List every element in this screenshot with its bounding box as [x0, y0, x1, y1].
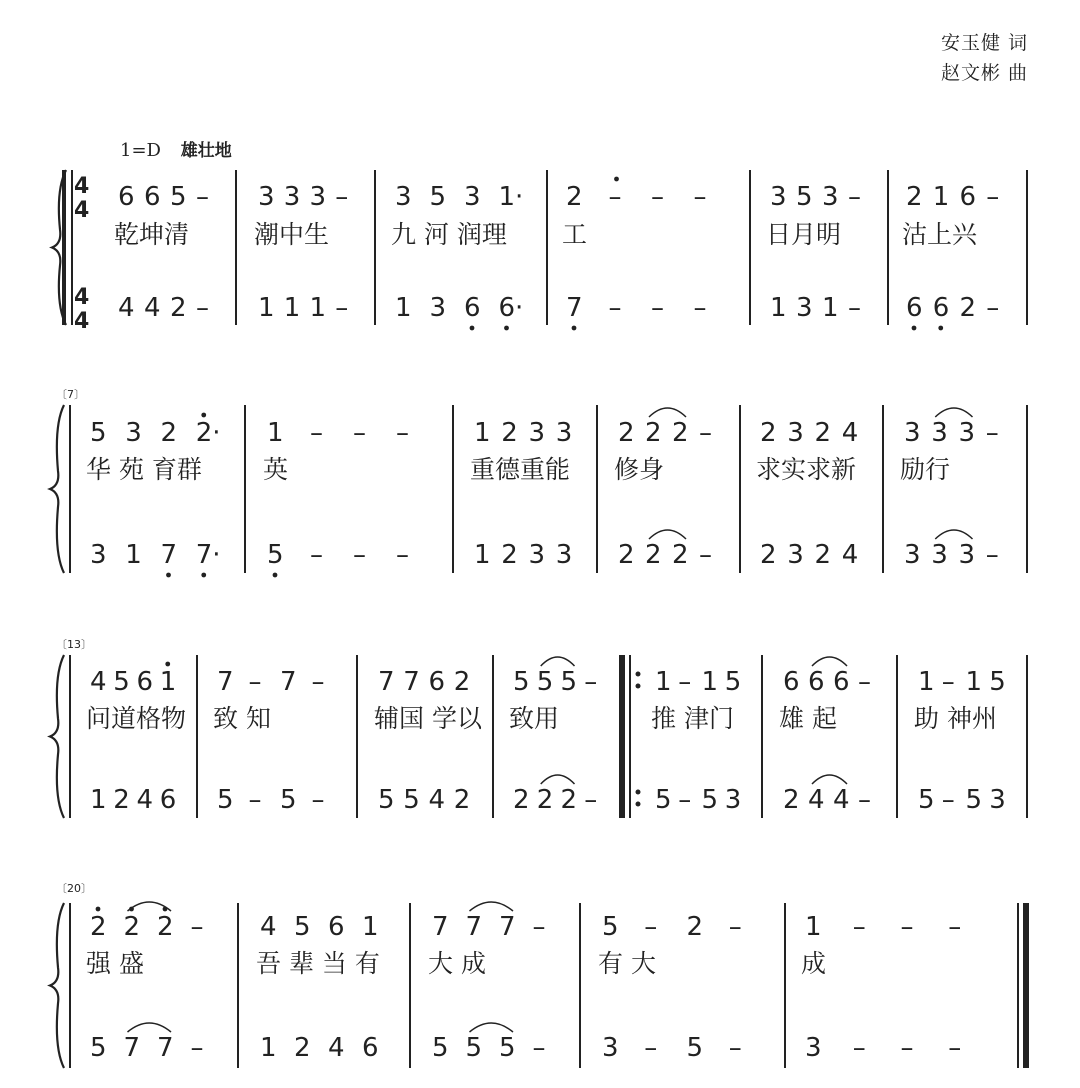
lower-note: 3: [904, 540, 921, 570]
upper-note: 5: [113, 667, 130, 697]
low-octave-dot: [470, 326, 475, 331]
upper-note: 1: [918, 667, 935, 697]
lower-note: 5: [965, 785, 983, 815]
upper-note: 6: [783, 667, 800, 697]
upper-note: –: [985, 418, 999, 448]
lower-note: 1: [125, 540, 142, 570]
lower-note: 5: [90, 1033, 107, 1063]
lower-note: –: [248, 785, 262, 815]
lower-note: 1: [260, 1033, 277, 1063]
lower-note: 2: [672, 540, 689, 570]
lower-note: 2: [760, 540, 777, 570]
high-octave-dot: [201, 413, 206, 418]
upper-note: –: [858, 667, 871, 697]
lower-note: 6: [362, 1033, 379, 1063]
slur: [470, 902, 514, 911]
lower-note: 2: [959, 293, 977, 323]
lyric: 九 河 润理: [391, 220, 507, 249]
lower-note: 4: [328, 1033, 345, 1063]
lower-note: 2: [814, 540, 832, 570]
upper-note: 3: [770, 182, 787, 212]
slur: [935, 408, 972, 417]
lower-note: 3: [602, 1033, 619, 1063]
upper-note: 3: [528, 418, 546, 448]
lyric: 华 苑 育群: [86, 455, 202, 484]
upper-note: 2: [618, 418, 635, 448]
upper-note: –: [190, 912, 204, 942]
lower-note: 4: [136, 785, 154, 815]
lower-note: 3: [528, 540, 546, 570]
upper-note: 2: [760, 418, 777, 448]
lyric: 致用: [509, 704, 560, 733]
lower-note: 5: [403, 785, 420, 815]
lower-note: 1: [474, 540, 491, 570]
upper-note: 6: [328, 912, 345, 942]
upper-note: 3: [309, 182, 327, 212]
lyric: 大 成: [428, 949, 486, 978]
upper-note: 1: [474, 418, 491, 448]
key-signature: 1=D: [120, 140, 161, 161]
upper-note: –: [693, 182, 707, 212]
lyric: 励行: [900, 455, 951, 484]
lower-note: 3: [787, 540, 804, 570]
upper-note: 1: [267, 418, 284, 448]
lower-note: 6: [932, 293, 950, 323]
lower-note: 5: [465, 1033, 483, 1063]
time-signature-denominator: 4: [74, 309, 90, 334]
upper-note: 7: [403, 667, 420, 697]
high-octave-dot: [614, 177, 619, 182]
brace: [50, 903, 64, 1068]
lower-note: 4: [841, 540, 859, 570]
lower-note: –: [858, 785, 871, 815]
lower-note: –: [941, 785, 955, 815]
low-octave-dot: [938, 326, 943, 331]
lower-note: 2: [645, 540, 662, 570]
lower-note: 1: [822, 293, 839, 323]
lower-note: –: [651, 293, 664, 323]
lower-note: 7·: [195, 540, 221, 570]
upper-note: 5: [560, 667, 578, 697]
upper-note: 5: [90, 418, 107, 448]
upper-note: 2: [566, 182, 583, 212]
lyric: 吾 辈 当 有: [256, 949, 380, 978]
lower-note: 4: [833, 785, 850, 815]
lower-note: 6: [906, 293, 923, 323]
lyricist-credit: 安玉健 词: [940, 32, 1028, 54]
lower-note: –: [852, 1033, 866, 1063]
tempo-marking: 雄壮地: [180, 141, 232, 161]
lyric: 修身: [614, 455, 665, 484]
low-octave-dot: [572, 326, 577, 331]
upper-note: 4: [841, 418, 859, 448]
upper-note: 3: [464, 182, 481, 212]
upper-note: 6: [118, 182, 135, 212]
upper-note: 2: [906, 182, 923, 212]
low-octave-dot: [273, 573, 278, 578]
upper-note: –: [248, 667, 262, 697]
lower-note: –: [190, 1033, 204, 1063]
upper-note: –: [311, 667, 325, 697]
upper-note: 1: [701, 667, 719, 697]
lower-note: –: [948, 1033, 962, 1063]
lower-note: 5: [686, 1033, 704, 1063]
lower-note: –: [353, 540, 366, 570]
repeat-dot: [636, 790, 641, 795]
upper-note: 2·: [195, 418, 221, 448]
upper-note: 2: [645, 418, 662, 448]
lower-note: 2: [170, 293, 187, 323]
lower-note: 3: [805, 1033, 822, 1063]
upper-note: 2: [814, 418, 832, 448]
upper-note: 7: [499, 912, 516, 942]
upper-note: –: [644, 912, 658, 942]
high-octave-dot: [165, 662, 170, 667]
slur: [935, 530, 972, 539]
slur: [812, 657, 847, 666]
lower-note: 3: [958, 540, 976, 570]
upper-note: 6: [428, 667, 446, 697]
lower-note: –: [985, 540, 999, 570]
slur: [541, 657, 575, 666]
time-signature-numerator: 4: [74, 174, 90, 199]
lower-note: 5: [280, 785, 297, 815]
upper-note: 1: [362, 912, 379, 942]
upper-note: 2: [672, 418, 689, 448]
lower-note: 5: [499, 1033, 516, 1063]
upper-note: 2: [501, 418, 518, 448]
lower-note: 6: [159, 785, 177, 815]
upper-note: 2: [90, 912, 107, 942]
upper-note: 5: [536, 667, 554, 697]
lyric: 成: [801, 949, 827, 978]
upper-note: 3: [125, 418, 142, 448]
lower-note: 1: [258, 293, 275, 323]
lyric: 问道格物: [86, 704, 187, 733]
upper-note: 1: [965, 667, 983, 697]
lower-note: 2: [513, 785, 530, 815]
slur: [470, 1023, 514, 1032]
composer-credit: 赵文彬 曲: [940, 62, 1028, 84]
upper-note: 7: [217, 667, 234, 697]
lower-note: –: [900, 1033, 914, 1063]
upper-note: 5: [429, 182, 447, 212]
upper-note: 7: [378, 667, 395, 697]
time-signature-denominator: 4: [74, 198, 90, 223]
lower-note: 7: [160, 540, 178, 570]
lower-note: 1: [395, 293, 412, 323]
repeat-dot: [636, 684, 641, 689]
upper-note: 3: [787, 418, 804, 448]
lower-note: –: [693, 293, 707, 323]
upper-note: –: [852, 912, 866, 942]
upper-note: –: [900, 912, 914, 942]
upper-note: 2: [453, 667, 471, 697]
lower-note: 7: [123, 1033, 141, 1063]
slur: [649, 530, 686, 539]
repeat-dot: [636, 672, 641, 677]
upper-note: 6: [136, 667, 154, 697]
lower-note: –: [728, 1033, 742, 1063]
lyric: 潮中生: [254, 220, 330, 249]
upper-note: 7: [432, 912, 449, 942]
upper-note: –: [986, 182, 1000, 212]
lower-note: 7: [566, 293, 583, 323]
lyric: 雄 起: [779, 704, 837, 733]
brace: [50, 405, 64, 573]
upper-note: –: [699, 418, 712, 448]
upper-note: 1·: [498, 182, 524, 212]
lower-note: 5: [655, 785, 672, 815]
upper-note: –: [608, 182, 622, 212]
upper-note: –: [948, 912, 962, 942]
lower-note: –: [986, 293, 1000, 323]
lower-note: –: [196, 293, 209, 323]
lyric: 推 津门: [651, 704, 734, 733]
upper-note: 5: [602, 912, 619, 942]
lower-note: 3: [555, 540, 573, 570]
upper-note: –: [728, 912, 742, 942]
brace: [50, 655, 64, 818]
slur: [128, 1023, 172, 1032]
lower-note: 3: [724, 785, 742, 815]
lyric: 工: [562, 220, 588, 249]
lower-note: 7: [157, 1033, 174, 1063]
lower-note: –: [396, 540, 409, 570]
upper-note: 3: [283, 182, 301, 212]
lower-note: 1: [90, 785, 107, 815]
lower-note: 6: [464, 293, 481, 323]
upper-note: 1: [805, 912, 822, 942]
lyric: 有 大: [598, 949, 656, 978]
lower-note: 2: [536, 785, 554, 815]
slur: [541, 775, 575, 784]
lower-note: –: [310, 540, 323, 570]
upper-note: 3: [395, 182, 412, 212]
upper-note: 5: [796, 182, 813, 212]
lyric: 重德重能: [470, 455, 571, 484]
time-signature-numerator: 4: [74, 285, 90, 310]
lower-note: 2: [294, 1033, 311, 1063]
lower-note: 4: [118, 293, 135, 323]
upper-note: 5: [989, 667, 1006, 697]
upper-note: 3: [258, 182, 275, 212]
lower-note: 2: [783, 785, 800, 815]
upper-note: 5: [513, 667, 530, 697]
upper-note: 5: [724, 667, 742, 697]
lower-note: 2: [453, 785, 471, 815]
lower-note: 2: [618, 540, 635, 570]
upper-note: 6: [144, 182, 161, 212]
lower-note: –: [532, 1033, 546, 1063]
upper-note: 6: [808, 667, 825, 697]
upper-note: –: [310, 418, 323, 448]
slur: [649, 408, 686, 417]
upper-note: –: [196, 182, 209, 212]
lyric: 辅国 学以: [374, 704, 482, 733]
lower-note: 4: [144, 293, 161, 323]
lyric: 乾坤清: [114, 220, 190, 249]
upper-note: –: [335, 182, 349, 212]
upper-note: 4: [90, 667, 107, 697]
upper-note: –: [532, 912, 546, 942]
lower-note: 4: [808, 785, 825, 815]
measure-number: 〔7〕: [56, 388, 85, 401]
lower-note: –: [584, 785, 598, 815]
lower-note: 5: [378, 785, 395, 815]
low-octave-dot: [166, 573, 171, 578]
lyric: 英: [263, 455, 289, 484]
lower-note: 5: [267, 540, 284, 570]
lower-note: 5: [432, 1033, 449, 1063]
lower-note: 3: [90, 540, 107, 570]
lower-note: 2: [560, 785, 578, 815]
upper-note: 2: [160, 418, 178, 448]
upper-note: 3: [931, 418, 948, 448]
lower-note: –: [848, 293, 861, 323]
lower-note: 5: [701, 785, 719, 815]
upper-note: 3: [822, 182, 839, 212]
upper-note: –: [651, 182, 664, 212]
low-octave-dot: [201, 573, 206, 578]
upper-note: 1: [655, 667, 672, 697]
lyric: 致 知: [213, 704, 271, 733]
lower-note: 3: [989, 785, 1006, 815]
upper-note: 3: [904, 418, 921, 448]
lyric: 沽上兴: [902, 220, 978, 249]
upper-note: –: [584, 667, 598, 697]
repeat-dot: [636, 802, 641, 807]
upper-note: 7: [465, 912, 483, 942]
upper-note: 7: [280, 667, 297, 697]
slur: [812, 775, 847, 784]
low-octave-dot: [504, 326, 509, 331]
lower-note: 1: [770, 293, 787, 323]
lower-note: 3: [796, 293, 813, 323]
upper-note: 5: [294, 912, 311, 942]
lyric: 强 盛: [86, 949, 144, 978]
lower-note: 5: [217, 785, 234, 815]
lower-note: –: [335, 293, 349, 323]
upper-note: 6: [833, 667, 850, 697]
lower-note: 2: [113, 785, 130, 815]
upper-note: 1: [159, 667, 177, 697]
high-octave-dot: [96, 907, 101, 912]
upper-note: 1: [932, 182, 950, 212]
upper-note: 4: [260, 912, 277, 942]
measure-number: 〔20〕: [56, 882, 92, 895]
lower-note: –: [644, 1033, 658, 1063]
upper-note: 5: [170, 182, 187, 212]
lyric: 助 神州: [914, 704, 997, 733]
lower-note: 4: [428, 785, 446, 815]
lower-note: 5: [918, 785, 935, 815]
upper-note: 6: [959, 182, 977, 212]
upper-note: 2: [686, 912, 704, 942]
measure-number: 〔13〕: [56, 638, 92, 651]
lower-note: 3: [429, 293, 447, 323]
lyric: 日月明: [766, 220, 842, 249]
upper-note: –: [353, 418, 366, 448]
upper-note: 3: [555, 418, 573, 448]
upper-note: 2: [123, 912, 141, 942]
upper-note: –: [678, 667, 692, 697]
lower-note: –: [311, 785, 325, 815]
lower-note: 6·: [498, 293, 524, 323]
lower-note: 3: [931, 540, 948, 570]
lower-note: 1: [309, 293, 327, 323]
low-octave-dot: [912, 326, 917, 331]
lower-note: –: [608, 293, 622, 323]
upper-note: 2: [157, 912, 174, 942]
upper-note: –: [396, 418, 409, 448]
upper-note: –: [848, 182, 861, 212]
upper-note: 3: [958, 418, 976, 448]
upper-note: –: [941, 667, 955, 697]
lower-note: 2: [501, 540, 518, 570]
lower-note: –: [678, 785, 692, 815]
lower-note: –: [699, 540, 712, 570]
lyric: 求实求新: [756, 455, 857, 484]
lower-note: 1: [283, 293, 301, 323]
